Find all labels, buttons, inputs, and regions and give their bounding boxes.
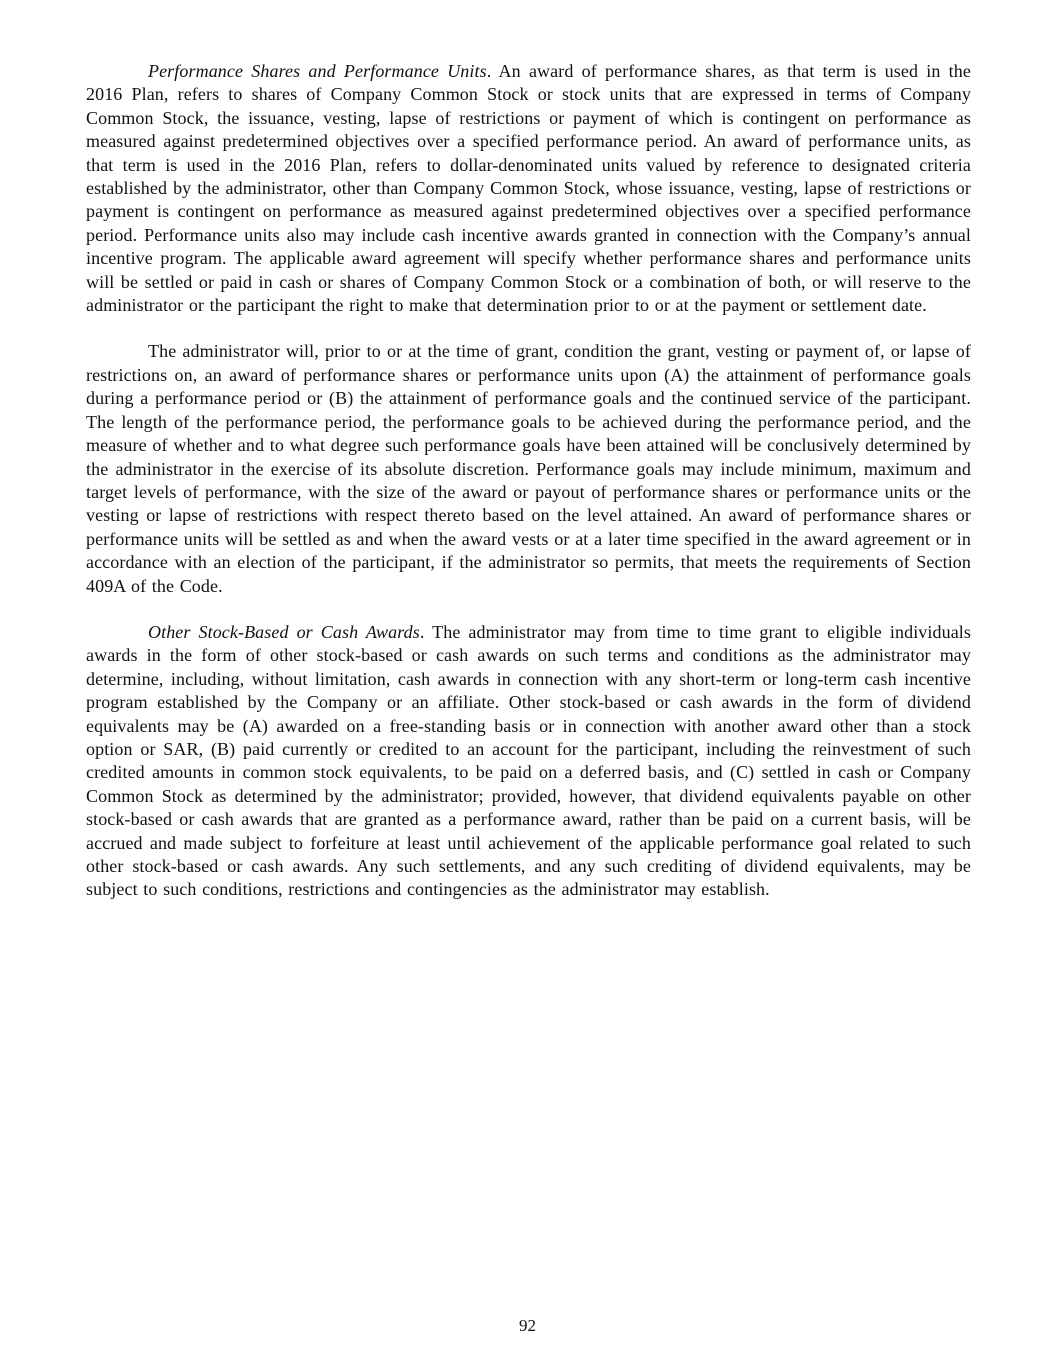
paragraph-text: The administrator will, prior to or at the time of grant, condition the grant, vesting or payment of, or lapse of restrictions on, an award of performance shares or performance units upon (A) the attainment of performance goals during a performance period or (B) the attainment of performance goals and the continued service of the participant. The length of the performance period, the performance goals to be achieved during the performance period, and the measure of whether and to what degree such performance goals have been attained will be conclusively determined by the administrator in the exercise of its absolute discretion. Performance goals may include minimum, maximum and target levels of performance, with the size of the award or payout of performance shares or performance units or the vesting or lapse of restrictions with respect thereto based on the level attained. An award of performance shares or performance units will be settled as and when the award vests or at a later time specified in the award agreement or in accordance with an election of the participant, if the administrator so permits, that meets the requirements of Section 409A of the Code. [86, 341, 971, 596]
paragraph-administrator-conditions [86, 340, 971, 597]
paragraph-other-stock-based-or-cash-awards [86, 621, 971, 902]
document-body [86, 60, 971, 925]
page-number: 92 [519, 1316, 536, 1335]
paragraph-text: . An award of performance shares, as that term is used in the 2016 Plan, refers to shares of Company Common Stock or stock units that are expressed in terms of Company Common Stock, the issuance, vesting, lapse of restrictions or payment of which is contingent on performance as measured against predetermined objectives over a specified performance period. An award of performance units, as that term is used in the 2016 Plan, refers to dollar-denominated units valued by reference to designated criteria established by the administrator, other than Company Common Stock, whose issuance, vesting, lapse of restrictions or payment is contingent on performance as measured against predetermined objectives over a specified performance period. Performance units also may include cash incentive awards granted in connection with the Company’s annual incentive program. The applicable award agreement will specify whether performance shares and performance units will be settled or paid in cash or shares of Company Common Stock or a combination of both, or will reserve to the administrator or the participant the right to make that determination prior to or at the payment or settlement date. [86, 61, 971, 316]
paragraph-text: . The administrator may from time to time grant to eligible individuals awards in the form of other stock-based or cash awards on such terms and conditions as the administrator may determine, including, without limitation, cash awards in connection with any short-term or long-term cash incentive program established by the Company or an affiliate. Other stock-based or cash awards in the form of dividend equivalents may be (A) awarded on a free-standing basis or in connection with another award other than a stock option or SAR, (B) paid currently or credited to an account for the participant, including the reinvestment of such credited amounts in common stock equivalents, to be paid on a deferred basis, and (C) settled in cash or Company Common Stock as determined by the administrator; provided, however, that dividend equivalents payable on other stock-based or cash awards that are granted as a performance award, rather than be paid on a current basis, will be accrued and made subject to forfeiture at least until achievement of the applicable performance goal related to such other stock-based or cash awards. Any such settlements, and any such crediting of dividend equivalents, may be subject to such conditions, restrictions and contingencies as the administrator may establish. [86, 621, 972, 900]
paragraph-lead-italic: Performance Shares and Performance Units [148, 61, 487, 81]
paragraph-performance-shares-and-units [86, 60, 971, 317]
paragraph-lead-italic: Other Stock-Based or Cash Awards [148, 621, 420, 642]
